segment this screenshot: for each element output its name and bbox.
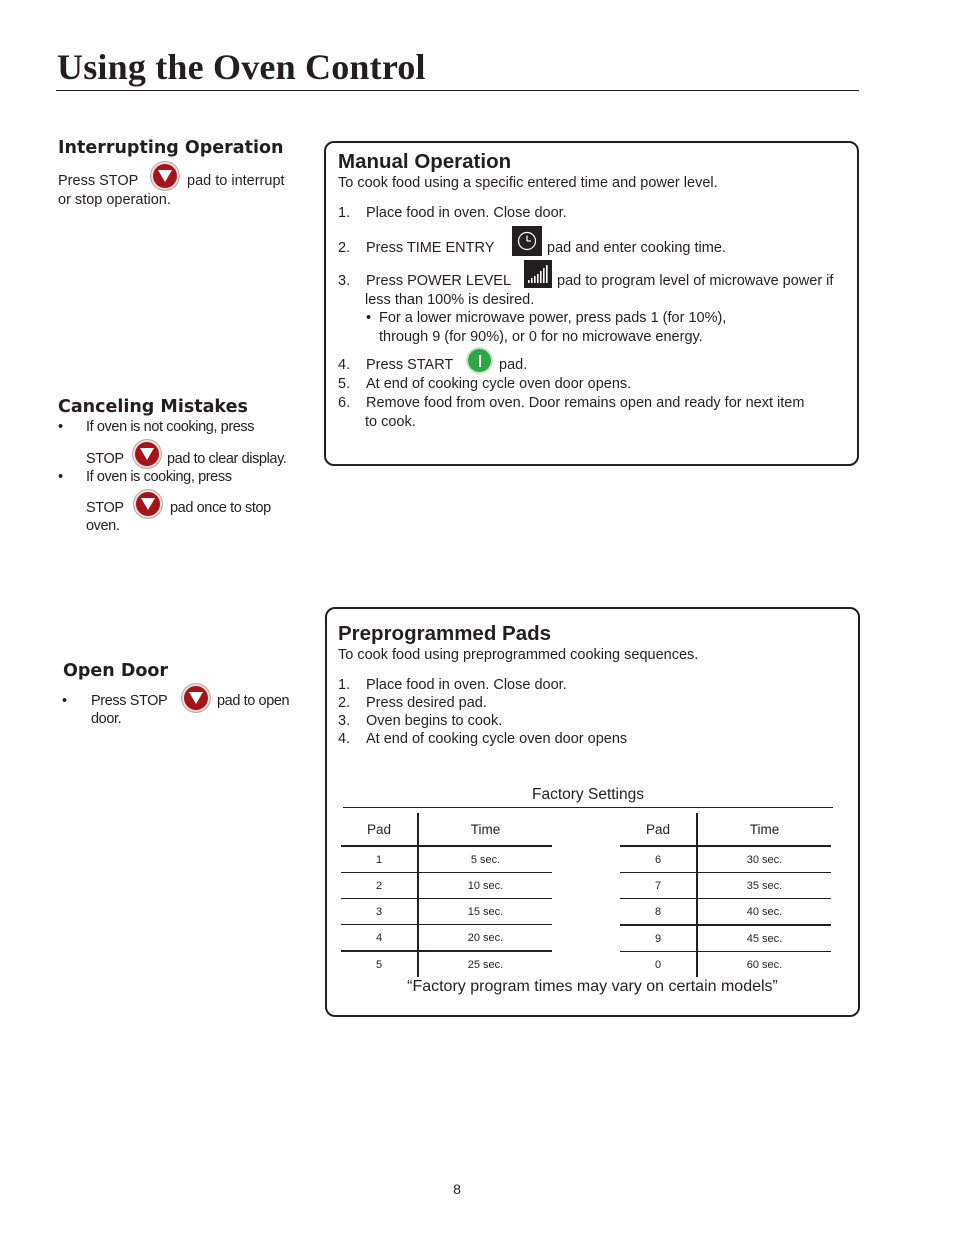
manual-step4-post: pad. <box>499 357 528 373</box>
canceling-heading: Canceling Mistakes <box>58 397 248 417</box>
time-cell: 15 sec. <box>418 899 552 925</box>
table-row <box>620 952 831 978</box>
column-header-pad: Pad <box>620 813 697 846</box>
pad-cell: 3 <box>341 899 418 925</box>
step-number: 2. <box>338 240 351 256</box>
table-row <box>341 846 552 873</box>
manual-step3-line2: less than 100% is desired. <box>365 292 535 308</box>
time-cell: 40 sec. <box>697 899 831 926</box>
table-row <box>341 899 552 925</box>
page-number: 8 <box>453 1181 461 1197</box>
interrupting-line2: or stop operation. <box>58 192 171 208</box>
table-row <box>341 951 552 977</box>
manual-step-6 <box>338 394 804 413</box>
pad-cell: 7 <box>620 873 697 899</box>
pad-cell: 0 <box>620 952 697 978</box>
time-cell: 5 sec. <box>418 846 552 873</box>
preprogrammed-heading: Preprogrammed Pads <box>338 622 552 645</box>
table-row <box>620 873 831 899</box>
bullet-dot: • <box>62 693 68 709</box>
preprogrammed-step <box>338 712 502 731</box>
manual-step3-sub-line2: through 9 (for 90%), or 0 for no microwave energy. <box>379 329 703 345</box>
step-text: Place food in oven. Close door. <box>366 677 567 693</box>
step-text: Press desired pad. <box>366 695 487 711</box>
factory-note: “Factory program times may vary on certain models” <box>407 978 778 995</box>
column-header-time: Time <box>418 813 552 846</box>
step-number: 2. <box>338 695 351 711</box>
pad-cell: 4 <box>341 925 418 952</box>
manual-step6-line2: to cook. <box>365 414 416 430</box>
interrupting-line1 <box>58 172 138 191</box>
preprogrammed-intro: To cook food using preprogrammed cooking sequences. <box>338 647 699 663</box>
step-text: At end of cooking cycle oven door opens. <box>366 376 632 392</box>
pad-cell: 8 <box>620 899 697 926</box>
factory-settings-table-left <box>341 813 552 977</box>
manual-step-3 <box>338 272 511 291</box>
page-title: Using the Oven Control <box>57 47 426 87</box>
manual-intro: To cook food using a specific entered time and power level. <box>338 175 718 191</box>
open-door-line2: door. <box>91 711 122 727</box>
step-text: Press POWER LEVEL <box>366 273 512 289</box>
step-text: Press TIME ENTRY <box>366 240 495 256</box>
stop-pad-icon <box>134 490 162 518</box>
manual-step-5 <box>338 375 631 394</box>
step-number: 1. <box>338 205 351 221</box>
step-text: Press START <box>366 357 454 373</box>
interrupting-post: pad to interrupt <box>187 173 285 189</box>
column-header-time: Time <box>697 813 831 846</box>
step-number: 5. <box>338 376 351 392</box>
step-number: 1. <box>338 677 351 693</box>
canceling-bullet1-pre: STOP <box>86 451 124 467</box>
power-level-bars-icon <box>524 260 552 288</box>
canceling-bullet2-line3: oven. <box>86 518 120 534</box>
title-rule <box>56 90 859 91</box>
manual-step2-post: pad and enter cooking time. <box>547 240 726 256</box>
interrupting-pre: Press STOP <box>58 173 139 189</box>
time-cell: 10 sec. <box>418 873 552 899</box>
preprogrammed-step <box>338 694 487 713</box>
preprogrammed-step <box>338 730 627 749</box>
pad-cell: 5 <box>341 951 418 977</box>
table-title-rule <box>343 807 833 808</box>
open-door-post: pad to open <box>217 693 290 709</box>
time-cell: 45 sec. <box>697 925 831 952</box>
pad-cell: 2 <box>341 873 418 899</box>
manual-step-1 <box>338 204 567 223</box>
table-row <box>620 899 831 926</box>
table-row <box>620 925 831 952</box>
step-number: 4. <box>338 357 351 373</box>
canceling-bullet2-pre: STOP <box>86 500 124 516</box>
pad-cell: 1 <box>341 846 418 873</box>
time-cell: 25 sec. <box>467 959 504 971</box>
bullet-dot: • <box>58 469 64 485</box>
manual-step-4 <box>338 356 453 375</box>
canceling-bullet2-post: pad once to stop <box>170 500 271 516</box>
stop-pad-icon <box>182 684 210 712</box>
manual-step3-sub-line1: For a lower microwave power, press pads 1 (for 10%), <box>379 310 727 326</box>
step-text: Remove food from oven. Door remains open and ready for next item <box>366 395 805 411</box>
column-header-pad: Pad <box>341 813 418 846</box>
canceling-bullet2-line1: If oven is cooking, press <box>86 469 232 485</box>
time-cell: 20 sec. <box>418 925 552 952</box>
step-text: At end of cooking cycle oven door opens <box>366 731 628 747</box>
step-text: Oven begins to cook. <box>366 713 503 729</box>
preprogrammed-step <box>338 676 567 695</box>
sub-bullet: • <box>366 310 372 326</box>
start-pad-icon <box>466 347 493 374</box>
time-cell: 30 sec. <box>697 846 831 873</box>
step-number: 6. <box>338 395 351 411</box>
clock-icon <box>512 226 542 256</box>
canceling-bullet1-post: pad to clear display. <box>167 451 287 467</box>
bullet-dot: • <box>58 419 64 435</box>
table-row <box>341 925 552 952</box>
step-number: 3. <box>338 273 351 289</box>
table-title: Factory Settings <box>532 786 644 803</box>
step-text: Place food in oven. Close door. <box>366 205 567 221</box>
table-row <box>341 873 552 899</box>
manual-step3-post: pad to program level of microwave power if <box>557 273 834 289</box>
open-door-heading: Open Door <box>63 661 169 681</box>
stop-pad-icon <box>133 440 161 468</box>
time-cell: 35 sec. <box>697 873 831 899</box>
canceling-bullet1-line1: If oven is not cooking, press <box>86 419 255 435</box>
time-cell: 60 sec. <box>746 959 783 971</box>
stop-pad-icon <box>151 162 179 190</box>
interrupting-heading: Interrupting Operation <box>58 138 284 158</box>
table-row <box>620 846 831 873</box>
step-number: 3. <box>338 713 351 729</box>
step-number: 4. <box>338 731 351 747</box>
factory-settings-table-right <box>620 813 831 977</box>
manual-heading: Manual Operation <box>338 150 512 173</box>
pad-cell: 9 <box>620 925 697 952</box>
pad-cell: 6 <box>620 846 697 873</box>
open-door-pre: Press STOP <box>91 693 168 709</box>
manual-step-2 <box>338 239 494 258</box>
